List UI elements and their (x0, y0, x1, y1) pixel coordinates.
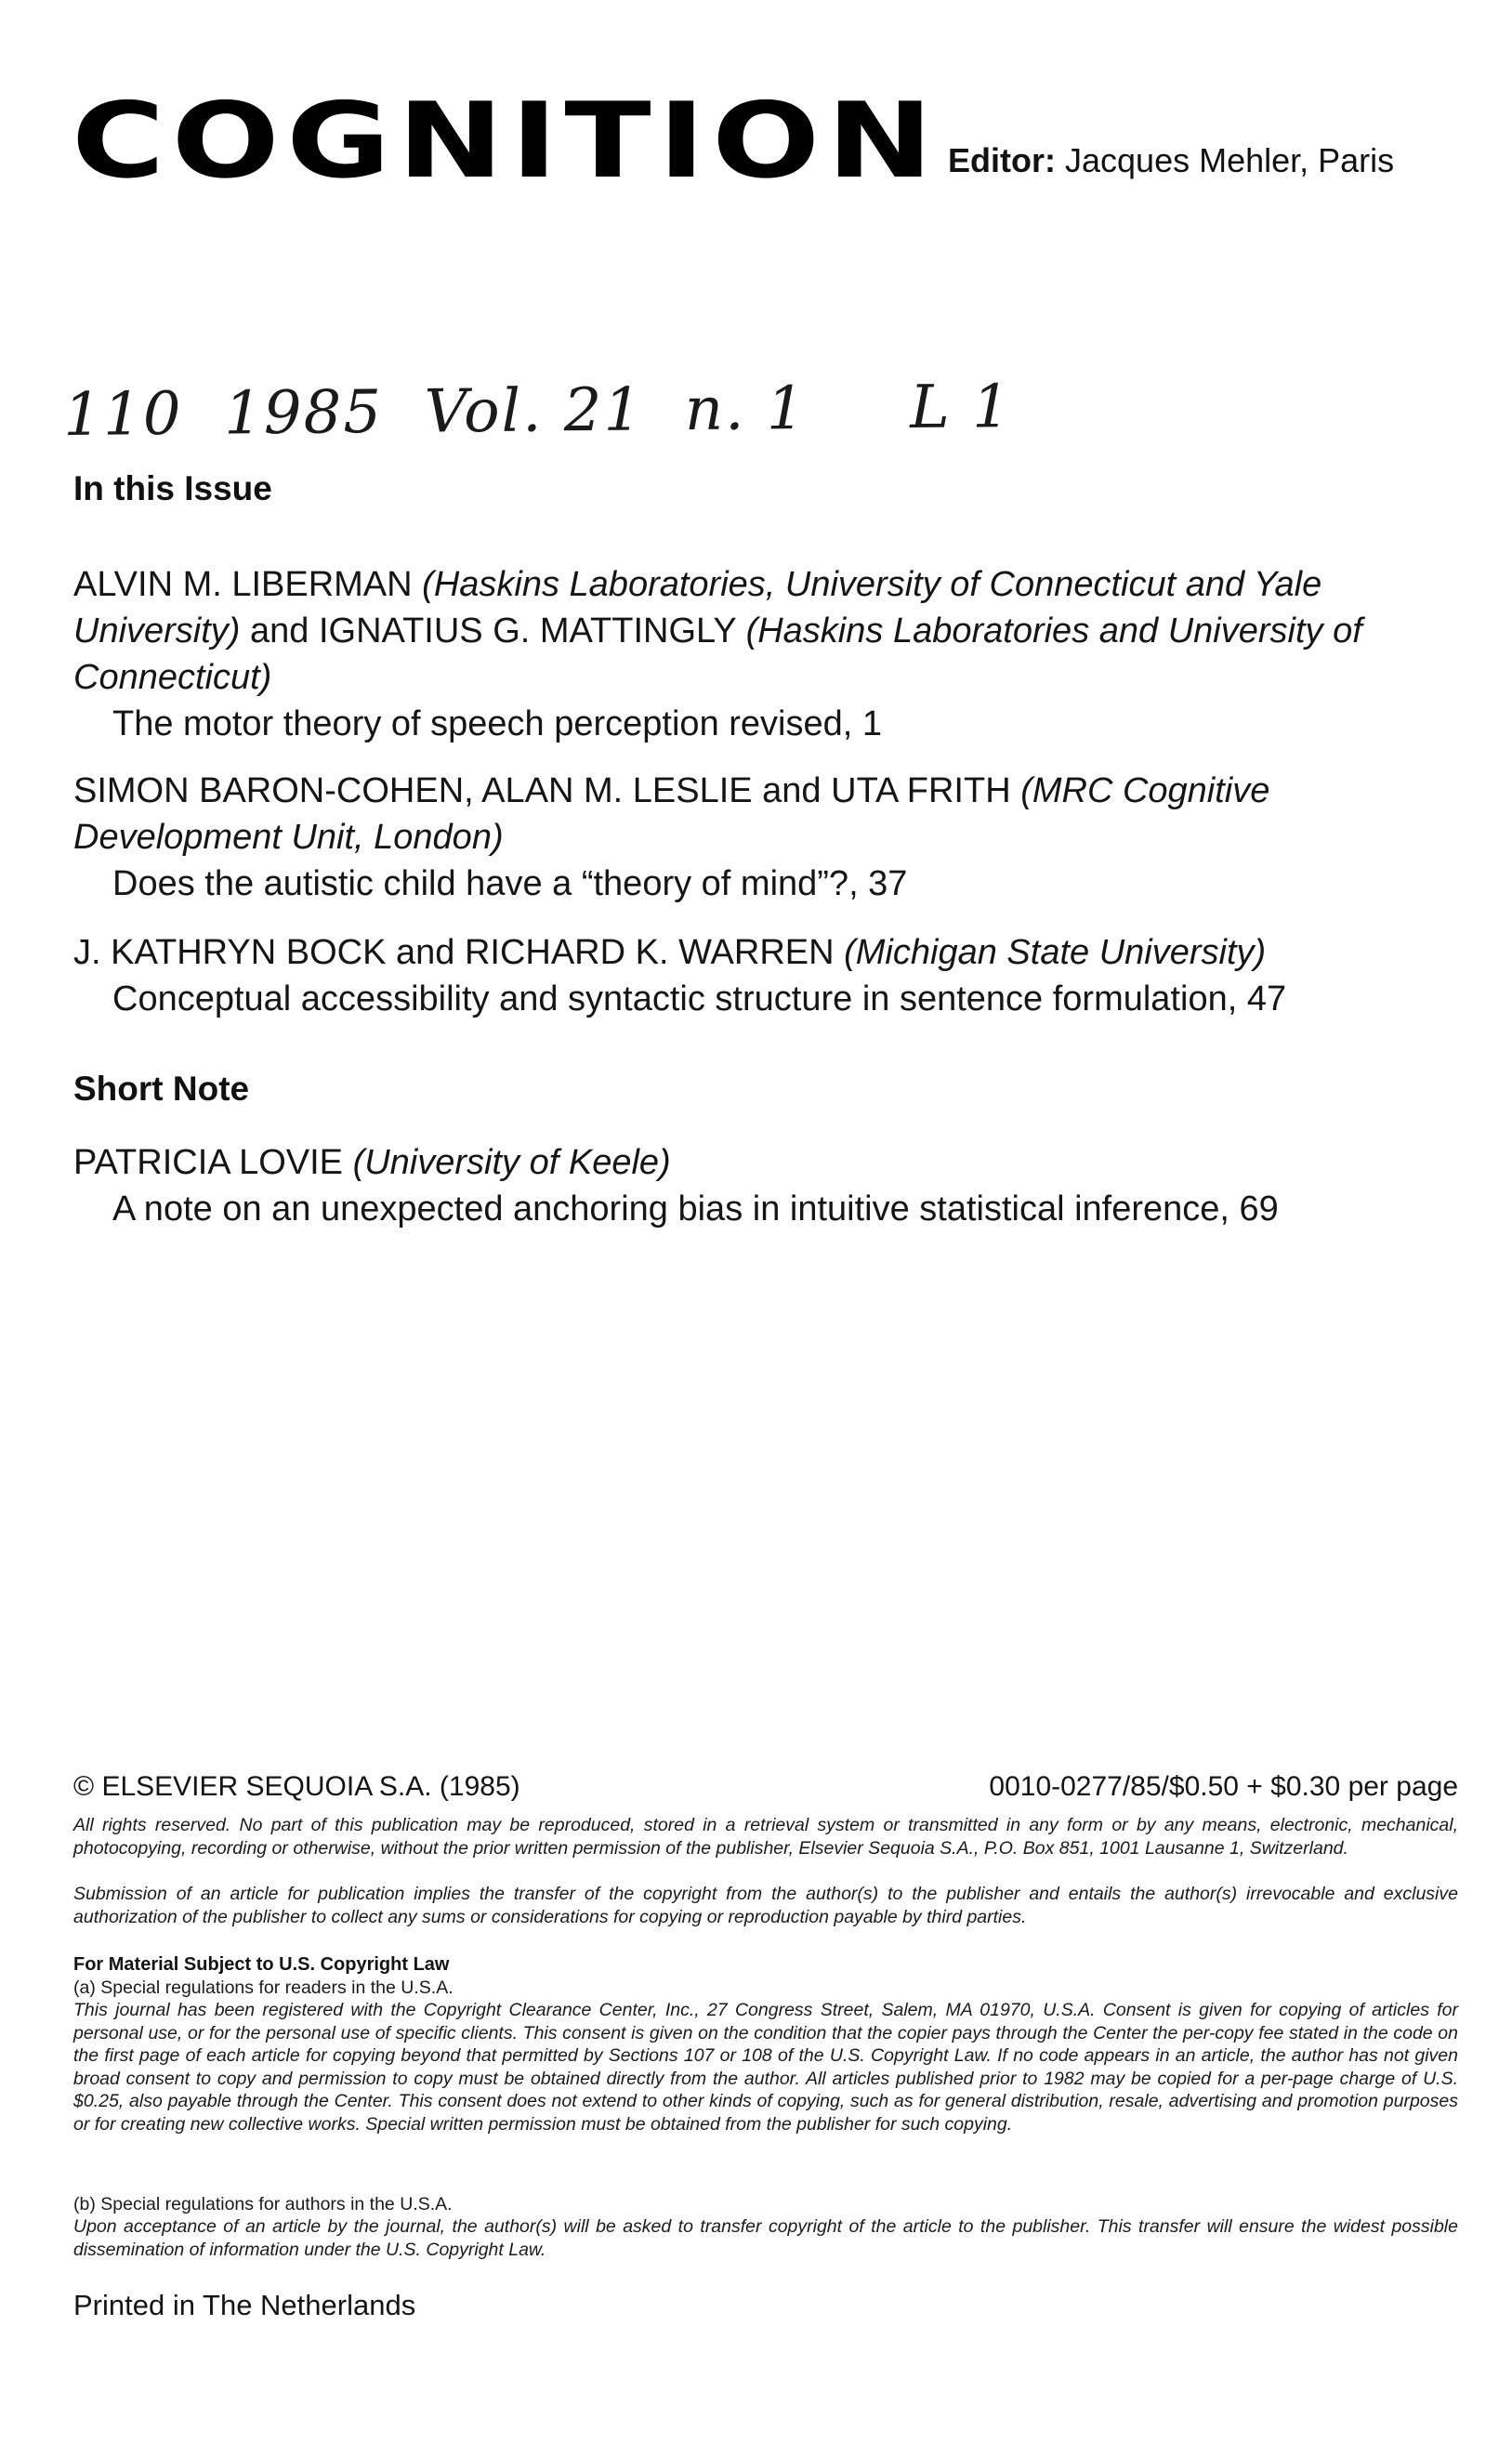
ccc-text: This journal has been registered with the Copyright Clearance Center, Inc., 27 Congress Street, Salem, MA 01970, U.S.A. Consent is given for copying of articles for personal use, or for the personal use of specific clients. This consent is given on the condition that the copier pays through the Center the per-copy fee stated in the code on the first page of each article for copying beyond that permitted by Sections 107 or 108 of the U.S. Copyright Law. If no code appears in an article, the author has not given broad consent to copy and permission to copy must be obtained directly from the author. All articles published prior to 1982 may be copied for a per-page charge of U.S. $0.25, also payable through the Center. This consent does not extend to other kinds of copying, such as for general distribution, resale, advertising and promotion purposes or for creating new collective works. Special written permission must be obtained from the publisher for such copying. (73, 2000, 1458, 2135)
footer-top-line (73, 1771, 1458, 1803)
short-note-heading: Short Note (73, 1070, 250, 1108)
article-title: Does the autistic child have a “theory of mind”?, 37 (112, 864, 908, 903)
article-affiliation: (Haskins Laboratories, University of Connecticut and Yale University) (73, 565, 1322, 650)
article-affiliation: (Haskins Laboratories and University of Connecticut) (73, 611, 1362, 697)
editor-label: Editor: (948, 141, 1056, 179)
article-title: A note on an unexpected anchoring bias in intuitive statistical inference, 69 (112, 1189, 1279, 1229)
journal-title: COGNITION (72, 81, 940, 202)
article-entry-2 (73, 768, 1458, 907)
article-title: Conceptual accessibility and syntactic structure in sentence formulation, 47 (112, 979, 1287, 1018)
article-affiliation: (University of Keele) (352, 1143, 671, 1182)
article-title: The motor theory of speech perception revised, 1 (112, 704, 883, 743)
article-entry-1 (73, 561, 1458, 747)
editor-name: Jacques Mehler, Paris (1065, 141, 1395, 179)
rights-text: All rights reserved. No part of this publication may be reproduced, stored in a retrieval system or transmitted in any form or by any means, electronic, mechanical, photocopying, recording or otherwise, without the prior written permission of the publisher, Elsevier Sequoia S.A., P.O. Box 851, 1001 Lausanne 1, Switzerland. (73, 1815, 1458, 1859)
article-authors: J. KATHRYN BOCK and RICHARD K. WARREN (73, 933, 835, 972)
submission-text: Submission of an article for publication implies the transfer of the copyright from the author(s) to the publisher and entails the author(s) irrevocable and exclusive authorization of the publisher to collect any sums or considerations for copying or reproduction payable by third parties. (73, 1884, 1458, 1927)
article-authors: SIMON BARON-COHEN, ALAN M. LESLIE and UTA FRITH (73, 771, 1011, 810)
article-affiliation: (Michigan State University) (844, 933, 1267, 972)
contents-heading: In this Issue (73, 469, 272, 507)
article-affiliation: (MRC Cognitive Development Unit, London) (73, 771, 1270, 857)
short-note-entry (73, 1139, 1458, 1232)
handwritten-annotation: 110 1985 Vol. 21 n. 1 L 1 (63, 373, 1013, 450)
article-entry-3 (73, 929, 1458, 1022)
regs-readers-heading: (a) Special regulations for readers in the U.S.A. (73, 1978, 454, 1998)
article-authors: ALVIN M. LIBERMAN (73, 565, 413, 604)
printed-in: Printed in The Netherlands (73, 2289, 416, 2321)
copyright-notice: © ELSEVIER SEQUOIA S.A. (1985) (73, 1771, 520, 1802)
issn-code: 0010-0277/85/$0.50 + $0.30 per page (989, 1771, 1458, 1802)
regs-authors-heading: (b) Special regulations for authors in the U.S.A. (73, 2194, 453, 2214)
editor-line (948, 141, 1394, 180)
authors-text: Upon acceptance of an article by the journal, the author(s) will be asked to transfer copyright of the article to the publisher. This transfer will ensure the widest possible dissemination of information under the U.S. Copyright Law. (73, 2216, 1458, 2260)
material-heading: For Material Subject to U.S. Copyright Law (73, 1954, 450, 1975)
article-authors: IGNATIUS G. MATTINGLY (319, 611, 737, 650)
article-authors: PATRICIA LOVIE (73, 1143, 344, 1182)
article-authors-joiner: and (250, 611, 309, 650)
